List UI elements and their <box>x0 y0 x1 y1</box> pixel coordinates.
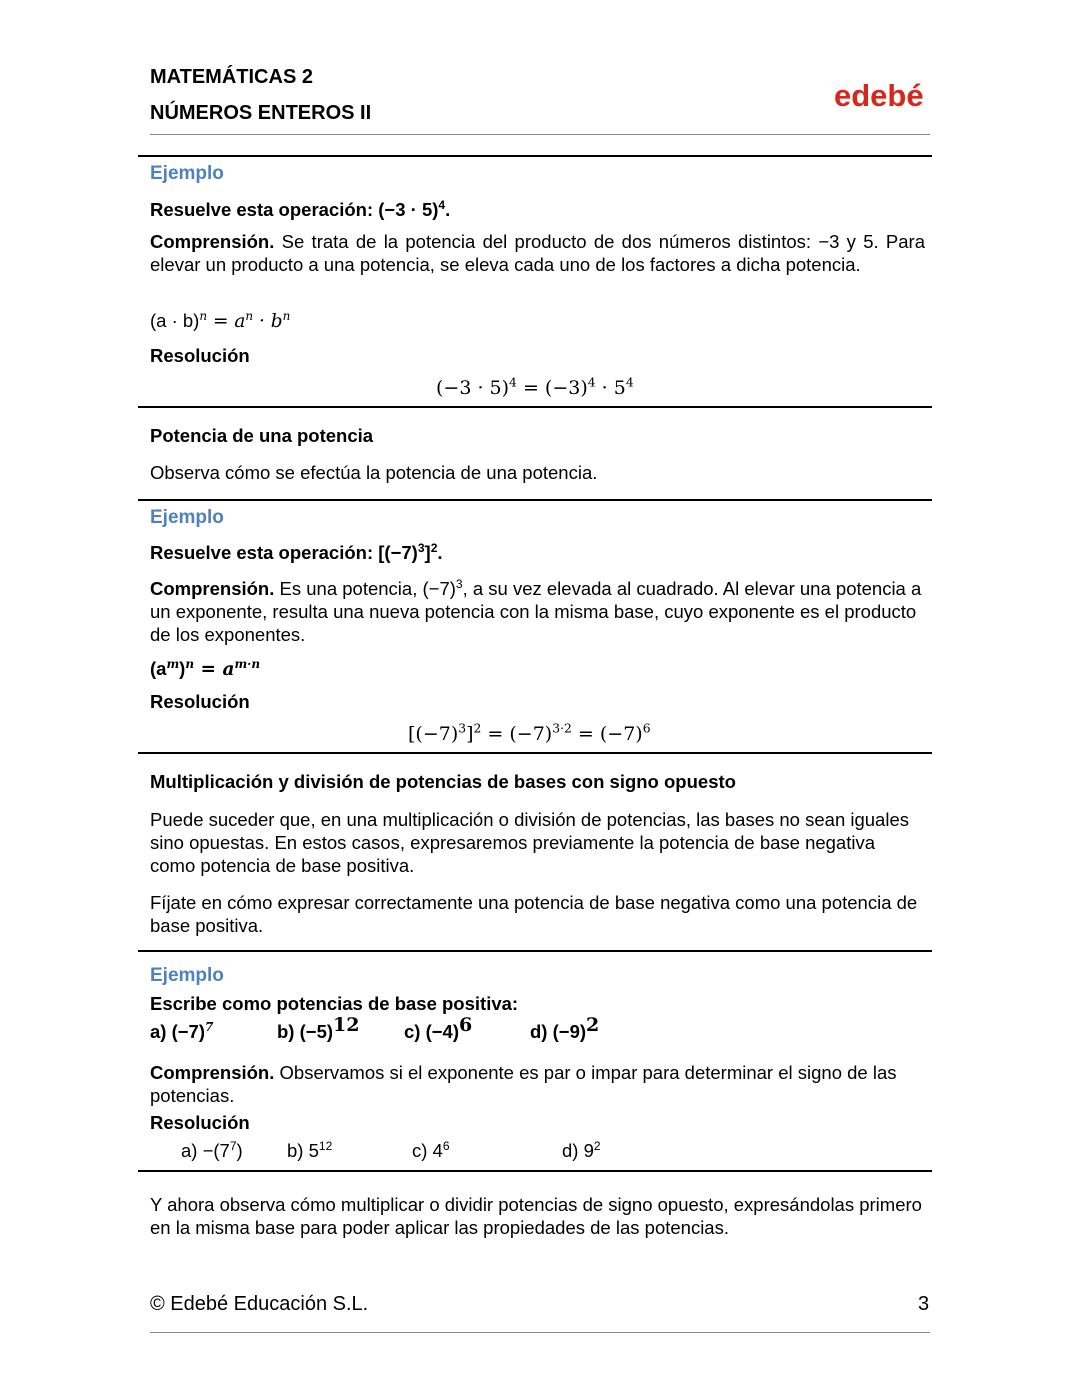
exercise-item: b) $(-5)^{12}$ <box>277 1013 360 1042</box>
power-of-power-rule: $(a^m)^n = a^{m\cdot n}$ <box>150 656 261 680</box>
divider <box>138 752 932 754</box>
divider <box>138 499 932 501</box>
copyright: © Edebé Educación S.L. <box>150 1293 369 1315</box>
edebe-logo: edebé <box>834 78 924 113</box>
page-number: 3 <box>918 1293 930 1315</box>
product-power-rule: $(a \cdot b)^n = a^n \cdot b^n$ <box>150 308 291 332</box>
divider <box>138 950 932 952</box>
section-paragraph: Fíjate en cómo expresar correctamente una potencia de base negativa como una potencia de base positiva. <box>150 892 918 936</box>
example-label: Ejemplo <box>150 965 224 986</box>
section-title: Potencia de una potencia <box>150 425 374 446</box>
answer-item: d) $9^2$ <box>562 1138 601 1161</box>
exercise-item: c) $(-4)^6$ <box>404 1013 473 1042</box>
subject-title: MATEMÁTICAS 2 <box>150 66 313 88</box>
example-statement: Resuelve esta operación: $[(-7)^3]^2$. <box>150 540 443 563</box>
divider <box>138 1170 932 1172</box>
topic-title: NÚMEROS ENTEROS II <box>150 102 372 124</box>
example-statement: Escribe como potencias de base positiva: <box>150 993 519 1014</box>
section-paragraph: Puede suceder que, en una multiplicación o división de potencias, las bases no sean iguales sino opuestas. En estos casos, expresaremos previamente la potencia de base negativa como potencia de base positiva. <box>150 809 909 876</box>
header-divider <box>150 134 930 135</box>
resolution-label: Resolución <box>150 345 250 366</box>
resolution-formula: $(-3 \cdot 5)^4 = (-3)^4 \cdot 5^4$ <box>436 375 634 399</box>
resolution-label: Resolución <box>150 1112 250 1133</box>
divider <box>138 406 932 408</box>
example-label: Ejemplo <box>150 507 224 528</box>
resolution-label: Resolución <box>150 691 250 712</box>
comprehension-text: Comprensión. Es una potencia, $(-7)^3$, a su vez elevada al cuadrado. Al elevar una potencia a un exponente, resulta una nueva potencia con la misma base, cuyo exponente es el producto de los exponentes. <box>150 576 922 645</box>
comprehension-text: Comprensión. Se trata de la potencia del producto de dos números distintos: −3 y 5. Para elevar un producto a una potencia, se eleva cada uno de los factores a dicha potencia. <box>150 231 925 275</box>
example-label: Ejemplo <box>150 163 224 184</box>
answer-item: c) $4^6$ <box>412 1138 450 1161</box>
answer-item: b) $5^{12}$ <box>287 1138 333 1161</box>
comprehension-text: Comprensión. Observamos si el exponente es par o impar para determinar el signo de las potencias. <box>150 1062 897 1106</box>
closing-paragraph: Y ahora observa cómo multiplicar o dividir potencias de signo opuesto, expresándolas primero en la misma base para poder aplicar las propiedades de las potencias. <box>150 1194 922 1238</box>
divider <box>138 155 932 157</box>
section-text: Observa cómo se efectúa la potencia de una potencia. <box>150 462 598 483</box>
exercise-item: a) $(-7)^7$ <box>150 1019 214 1042</box>
resolution-formula: $[(-7)^3]^2 = (-7)^{3\cdot 2} = (-7)^6$ <box>408 721 651 745</box>
footer-divider <box>150 1332 930 1333</box>
example-statement: Resuelve esta operación: $(-3 \cdot 5)^4$. <box>150 197 451 220</box>
section-title: Multiplicación y división de potencias de bases con signo opuesto <box>150 771 736 792</box>
answer-item: $a) -(7^7)$ <box>181 1138 243 1161</box>
exercise-item: d) $(-9)^2$ <box>530 1013 600 1042</box>
